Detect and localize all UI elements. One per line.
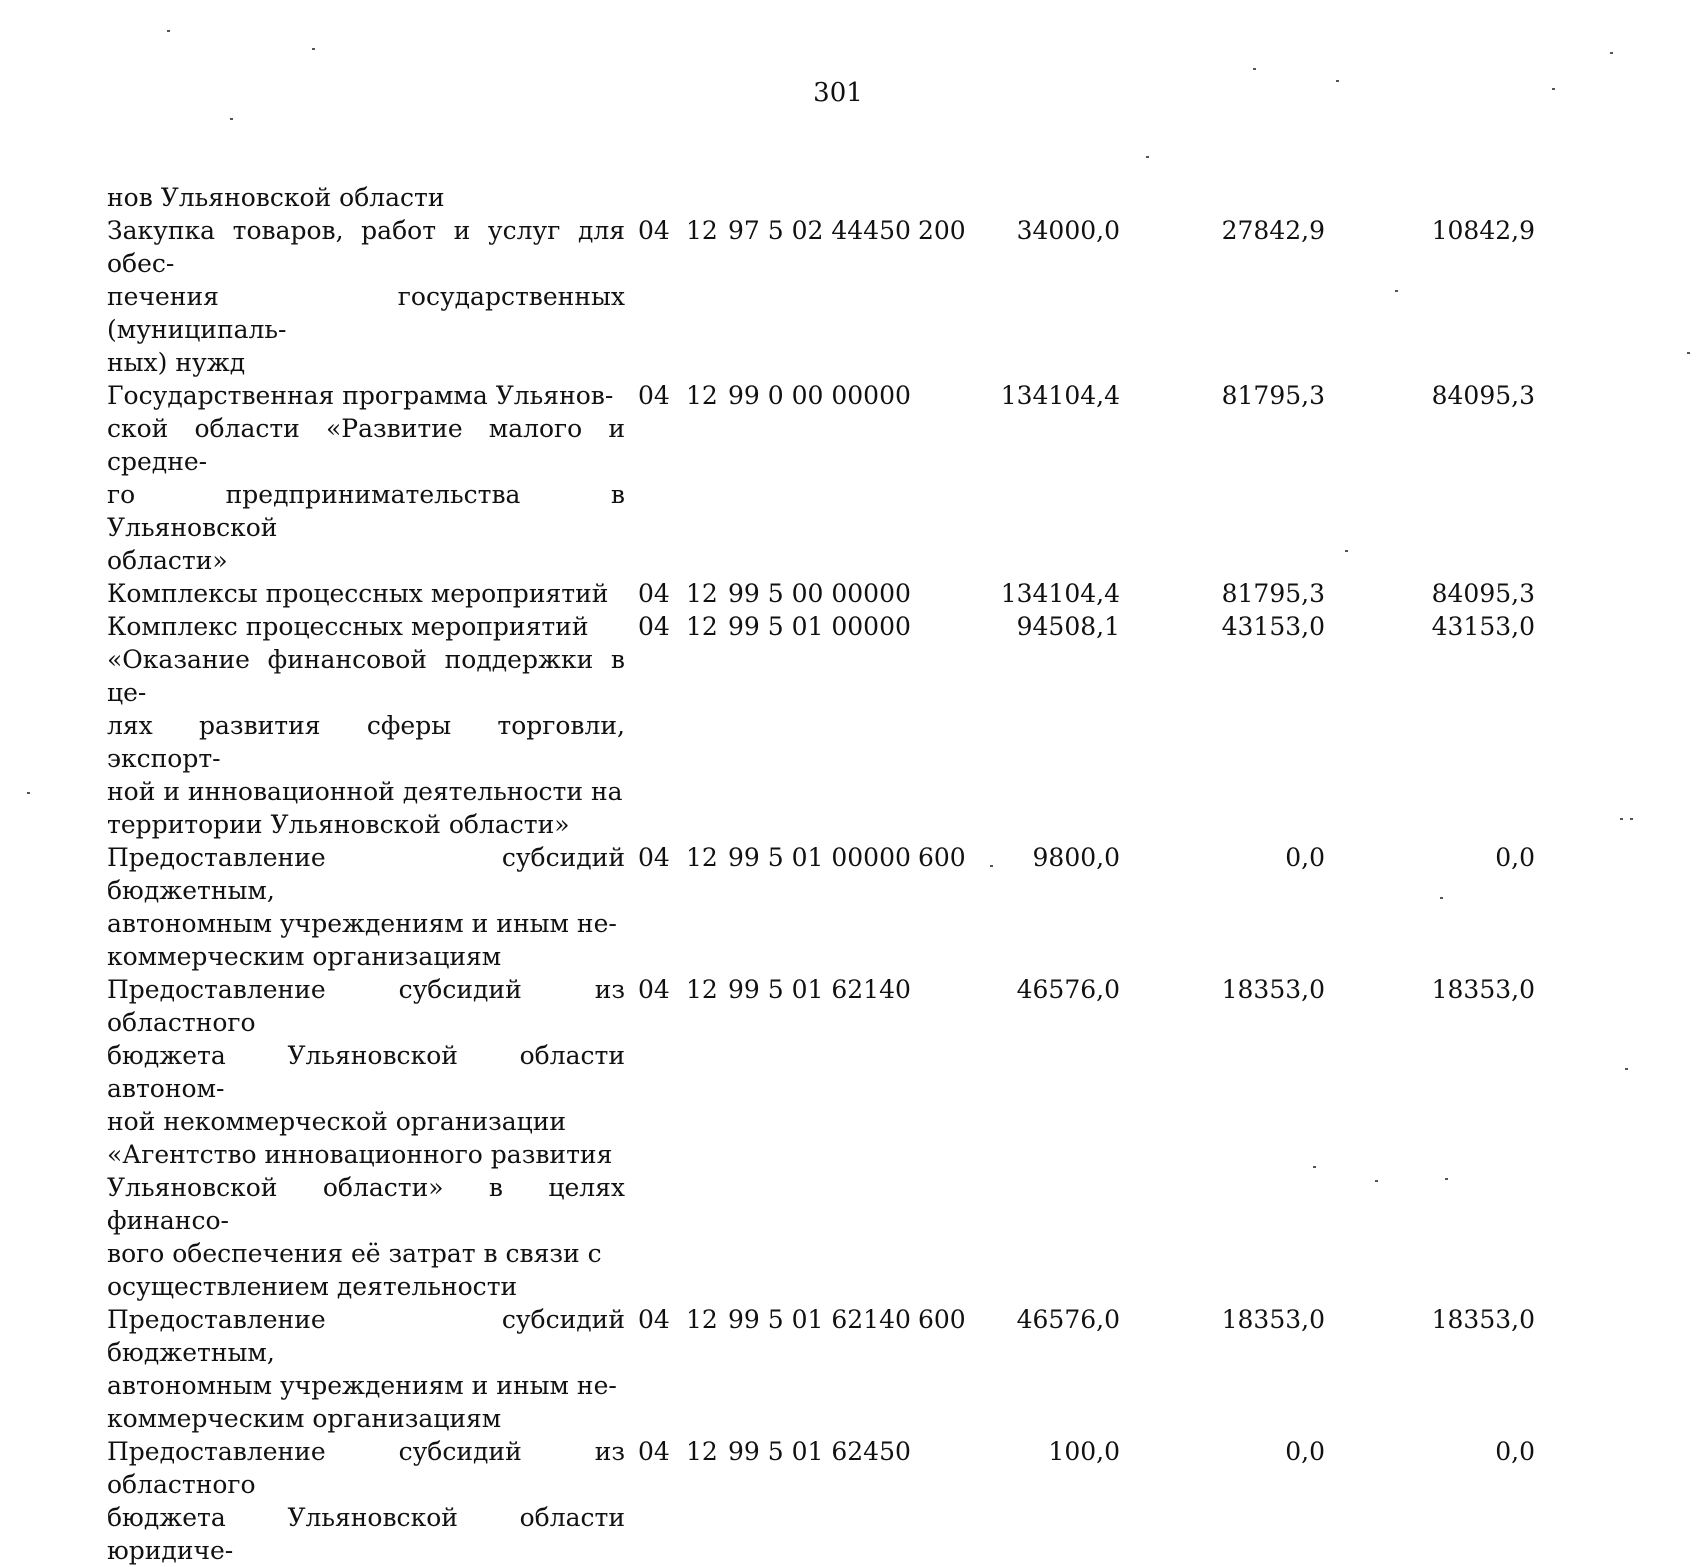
row-description: нов Ульяновской области [107,183,445,212]
amount-year-2: 18353,0 [1221,1305,1325,1334]
amount-year-2: 81795,3 [1221,579,1325,608]
table-row [0,214,1696,379]
subsection-code: 12 [686,579,718,608]
section-code: 04 [638,579,670,608]
amount-year-1: 100,0 [1048,1437,1120,1466]
table-row [0,841,1696,973]
amount-year-1: 46576,0 [1016,975,1120,1004]
amount-year-1: 94508,1 [1016,612,1120,641]
amount-year-2: 81795,3 [1221,381,1325,410]
amount-year-2: 27842,9 [1221,216,1325,245]
scan-speck [1146,156,1149,158]
row-description: Предоставление субсидий из областного бюджета Ульяновской области автоном- ной некоммерческой организации «Агентство инновационного развития Ульяновской области» в целях финансо- вого обеспечения её затрат в связи с осуществлением деятельности [107,975,625,1301]
section-code: 04 [638,1437,670,1466]
subsection-code: 12 [686,1305,718,1334]
expense-type-code: 600 [918,843,966,872]
expense-type-code: 600 [918,1305,966,1334]
row-description: Комплекс процессных мероприятий «Оказание финансовой поддержки в це- лях развития сферы торговли, экспорт- ной и инновационной деятельности на территории Ульяновской области» [107,612,625,839]
table-row [0,1435,1696,1567]
scan-speck [1445,1178,1448,1180]
subsection-code: 12 [686,216,718,245]
scan-speck [1440,897,1443,899]
target-article-code: 99 5 00 00000 [728,579,911,608]
page-number: 301 [813,78,863,108]
amount-year-2: 0,0 [1285,1437,1325,1466]
amount-year-3: 18353,0 [1431,1305,1535,1334]
row-description: Государственная программа Ульянов- ской области «Развитие малого и средне- го предпринимательства в Ульяновской области» [107,381,625,575]
subsection-code: 12 [686,381,718,410]
expense-type-code: 200 [918,216,966,245]
section-code: 04 [638,612,670,641]
scan-speck [1610,52,1613,54]
subsection-code: 12 [686,843,718,872]
budget-table [0,181,1696,1567]
amount-year-3: 0,0 [1495,843,1535,872]
amount-year-3: 18353,0 [1431,975,1535,1004]
amount-year-3: 0,0 [1495,1437,1535,1466]
amount-year-1: 9800,0 [1032,843,1120,872]
scan-speck [1552,88,1555,90]
table-row [0,181,1696,214]
table-row [0,379,1696,577]
target-article-code: 99 5 01 00000 [728,612,911,641]
scan-speck [1630,818,1633,820]
scan-speck [1395,290,1398,292]
section-code: 04 [638,843,670,872]
amount-year-2: 0,0 [1285,843,1325,872]
scan-speck [167,30,170,32]
table-row [0,610,1696,841]
scan-speck [1625,1068,1628,1070]
scan-speck [1375,1180,1378,1182]
section-code: 04 [638,1305,670,1334]
scan-speck [1336,80,1339,82]
scan-speck [27,792,30,794]
amount-year-2: 18353,0 [1221,975,1325,1004]
section-code: 04 [638,381,670,410]
amount-year-3: 10842,9 [1431,216,1535,245]
scan-speck [990,865,993,867]
target-article-code: 99 5 01 62450 [728,1437,911,1466]
amount-year-1: 46576,0 [1016,1305,1120,1334]
scan-speck [230,118,233,120]
scan-speck [1345,550,1348,552]
target-article-code: 99 5 01 00000 [728,843,911,872]
row-description: Предоставление субсидий из областного бюджета Ульяновской области юридиче- [107,1437,625,1565]
amount-year-1: 34000,0 [1016,216,1120,245]
subsection-code: 12 [686,975,718,1004]
amount-year-3: 84095,3 [1431,381,1535,410]
scan-speck [1313,1166,1316,1168]
row-description: Закупка товаров, работ и услуг для обес- печения государственных (муниципаль- ных) нужд [107,216,625,377]
amount-year-2: 43153,0 [1221,612,1325,641]
scan-speck [312,48,315,50]
subsection-code: 12 [686,1437,718,1466]
table-row [0,973,1696,1303]
scan-speck [1687,352,1690,354]
target-article-code: 99 5 01 62140 [728,1305,911,1334]
row-description: Комплексы процессных мероприятий [107,579,609,608]
target-article-code: 99 0 00 00000 [728,381,911,410]
amount-year-1: 134104,4 [1000,579,1120,608]
table-row [0,577,1696,610]
scan-speck [1620,818,1623,820]
amount-year-3: 84095,3 [1431,579,1535,608]
table-row [0,1303,1696,1435]
section-code: 04 [638,216,670,245]
section-code: 04 [638,975,670,1004]
target-article-code: 99 5 01 62140 [728,975,911,1004]
scan-speck [1253,68,1256,70]
amount-year-1: 134104,4 [1000,381,1120,410]
subsection-code: 12 [686,612,718,641]
row-description: Предоставление субсидий бюджетным, автономным учреждениям и иным не- коммерческим организациям [107,1305,625,1433]
row-description: Предоставление субсидий бюджетным, автономным учреждениям и иным не- коммерческим организациям [107,843,625,971]
amount-year-3: 43153,0 [1431,612,1535,641]
target-article-code: 97 5 02 44450 [728,216,911,245]
